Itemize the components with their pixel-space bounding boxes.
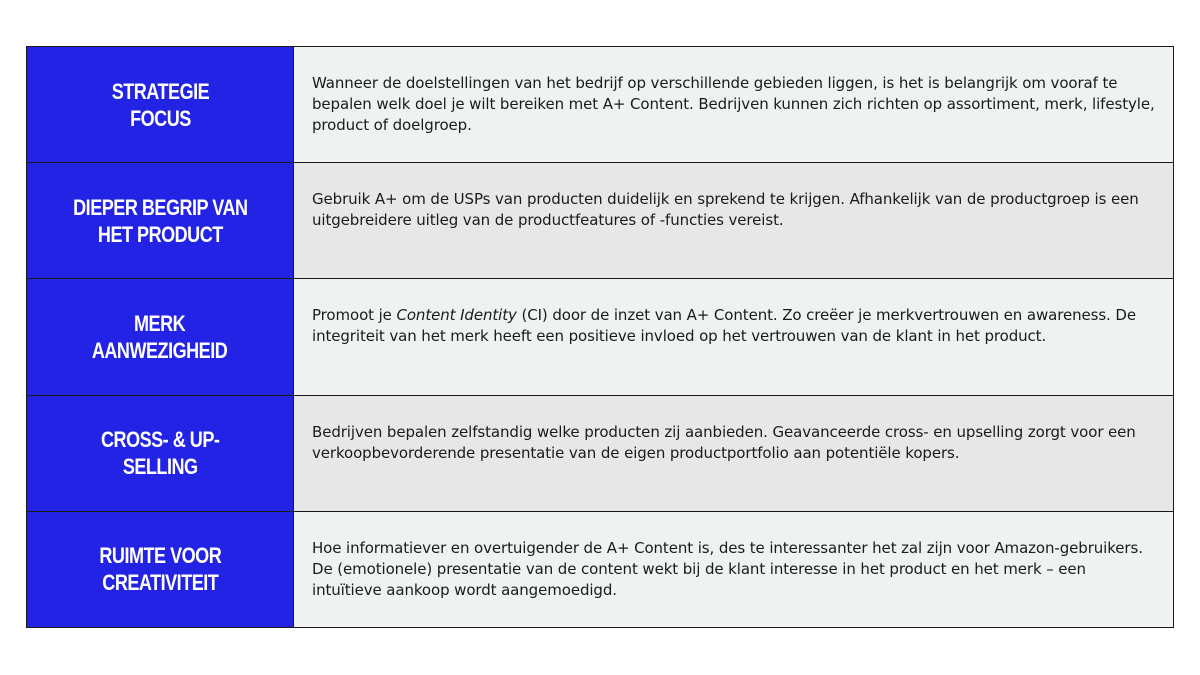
desc-text-before: Promoot je [312,306,397,325]
content-table [26,46,1174,628]
row-description-cell [294,512,1173,627]
table-row [27,163,1173,279]
row-label-ruimte-creativiteit: RUIMTE VOOR CREATIVITEIT [99,543,221,596]
row-description-dieper-begrip: Gebruik A+ om de USPs van producten duidelijk en sprekend te krijgen. Afhankelijk van de productgroep is een uitgebreidere uitleg van de productfeatures of -functies vereist. [312,190,1139,230]
row-description-ruimte-creativiteit: Hoe informatiever en overtuigender de A+ Content is, des te interessanter het zal zijn voor Amazon-gebruikers. De (emotionele) presentatie van de content wekt bij de klant interesse in het product en het merk – een intuïtieve aankoop wordt aangemoedigd. [312,538,1143,599]
row-label-merk-aanwezigheid: MERK AANWEZIGHEID [92,311,228,363]
row-label-cross-upselling: CROSS- & UP- SELLING [100,427,220,480]
table-row [27,396,1173,512]
desc-text-emphasis: Content Identity [396,306,517,325]
table-row [27,47,1173,163]
row-label-strategie-focus: STRATEGIE FOCUS [111,78,209,131]
row-label-cell [27,47,294,162]
row-description-cell [294,396,1173,511]
row-description-cell [294,163,1173,278]
row-description-cell [294,279,1173,394]
row-label-cell [27,512,294,627]
row-label-cell [27,396,294,511]
row-label-dieper-begrip: DIEPER BEGRIP VAN HET PRODUCT [72,194,248,247]
row-label-cell [27,163,294,278]
row-description-strategie-focus: Wanneer de doelstellingen van het bedrijf op verschillende gebieden liggen, is het is belangrijk om vooraf te bepalen welk doel je wilt bereiken met A+ Content. Bedrijven kunnen zich richten op assortiment, merk, lifestyle, product of doelgroep. [312,74,1155,134]
desc-text-after: (CI) door de inzet van A+ Content. Zo creëer je merkvertrouwen en awareness. De integriteit van het merk heeft een positieve invloed op het vertrouwen van de klant in het product. [312,306,1136,346]
row-description-cross-upselling: Bedrijven bepalen zelfstandig welke producten zij aanbieden. Geavanceerde cross- en upselling zorgt voor een verkoopbevorderende presentatie van de eigen productportfolio aan potentiële kopers. [312,422,1136,462]
table-row [27,512,1173,627]
row-label-cell [27,279,294,394]
table-row [27,279,1173,395]
row-description-merk-aanwezigheid [312,305,1157,347]
row-description-cell [294,47,1173,162]
